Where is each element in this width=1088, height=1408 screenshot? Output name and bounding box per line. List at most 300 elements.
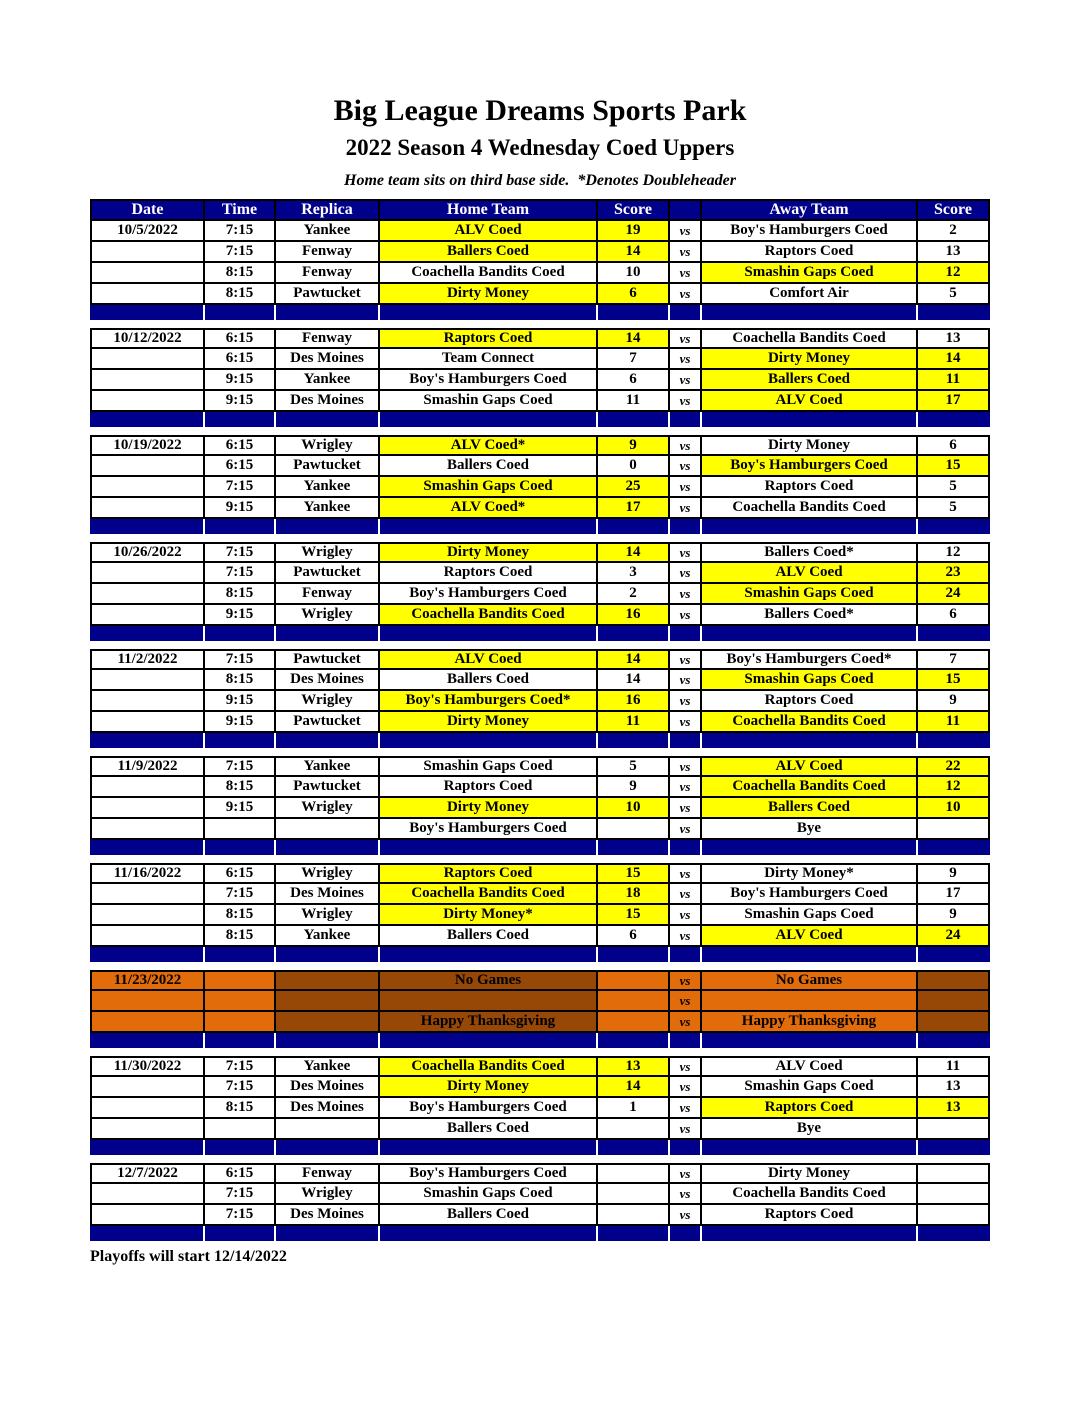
home-team-cell: Boy's Hamburgers Coed xyxy=(380,819,598,840)
home-team-cell: Dirty Money xyxy=(380,284,598,305)
home-score-cell: 15 xyxy=(598,863,670,884)
separator-cell xyxy=(598,305,670,320)
replica-cell: Wrigley xyxy=(276,542,380,563)
replica-cell xyxy=(276,819,380,840)
home-score-cell: 14 xyxy=(598,670,670,691)
date-cell xyxy=(90,884,205,905)
group-gap xyxy=(90,962,990,970)
separator-cell xyxy=(702,1140,918,1155)
vs-cell: vs xyxy=(670,970,702,991)
separator-cell xyxy=(90,519,205,534)
time-cell: 9:15 xyxy=(205,391,276,412)
home-score-cell: 11 xyxy=(598,712,670,733)
away-score-cell: 23 xyxy=(918,563,990,584)
vs-cell: vs xyxy=(670,798,702,819)
time-cell: 9:15 xyxy=(205,712,276,733)
separator-cell xyxy=(918,840,990,855)
home-team-cell: Dirty Money xyxy=(380,712,598,733)
vs-cell: vs xyxy=(670,712,702,733)
game-row xyxy=(90,777,990,798)
group-gap xyxy=(90,427,990,435)
time-cell: 7:15 xyxy=(205,756,276,777)
home-score-cell: 5 xyxy=(598,756,670,777)
separator-row xyxy=(90,1033,990,1048)
replica-cell: Des Moines xyxy=(276,670,380,691)
away-score-cell xyxy=(918,1012,990,1033)
replica-cell: Wrigley xyxy=(276,435,380,456)
separator-cell xyxy=(205,1140,276,1155)
away-team-cell: ALV Coed xyxy=(702,926,918,947)
away-team-cell: Smashin Gaps Coed xyxy=(702,584,918,605)
vs-cell: vs xyxy=(670,328,702,349)
game-row xyxy=(90,691,990,712)
away-team-cell: Boy's Hamburgers Coed xyxy=(702,221,918,242)
separator-cell xyxy=(702,305,918,320)
separator-cell xyxy=(90,626,205,641)
vs-cell: vs xyxy=(670,926,702,947)
header-cell-time: Time xyxy=(205,199,276,221)
away-team-cell: Dirty Money xyxy=(702,349,918,370)
separator-cell xyxy=(90,733,205,748)
date-cell xyxy=(90,819,205,840)
header-cell-away-score: Score xyxy=(918,199,990,221)
vs-cell: vs xyxy=(670,542,702,563)
replica-cell: Yankee xyxy=(276,370,380,391)
separator-cell xyxy=(380,519,598,534)
date-cell xyxy=(90,284,205,305)
away-team-cell: Smashin Gaps Coed xyxy=(702,263,918,284)
vs-cell: vs xyxy=(670,349,702,370)
separator-cell xyxy=(670,947,702,962)
separator-cell xyxy=(918,733,990,748)
vs-cell: vs xyxy=(670,284,702,305)
away-score-cell: 11 xyxy=(918,1056,990,1077)
time-cell: 6:15 xyxy=(205,456,276,477)
date-cell: 10/19/2022 xyxy=(90,435,205,456)
separator-row xyxy=(90,1226,990,1241)
away-score-cell: 17 xyxy=(918,884,990,905)
vs-cell: vs xyxy=(670,884,702,905)
game-row xyxy=(90,605,990,626)
home-team-cell: ALV Coed xyxy=(380,221,598,242)
away-team-cell: Smashin Gaps Coed xyxy=(702,670,918,691)
home-team-cell: Raptors Coed xyxy=(380,863,598,884)
date-cell: 11/2/2022 xyxy=(90,649,205,670)
time-cell: 6:15 xyxy=(205,328,276,349)
game-row xyxy=(90,284,990,305)
game-row xyxy=(90,884,990,905)
away-score-cell xyxy=(918,970,990,991)
date-cell xyxy=(90,477,205,498)
home-score-cell xyxy=(598,1012,670,1033)
vs-cell: vs xyxy=(670,1119,702,1140)
time-cell xyxy=(205,991,276,1012)
separator-cell xyxy=(918,519,990,534)
separator-cell xyxy=(918,1226,990,1241)
away-team-cell: Raptors Coed xyxy=(702,691,918,712)
time-cell: 7:15 xyxy=(205,1056,276,1077)
separator-cell xyxy=(702,947,918,962)
away-team-cell: Boy's Hamburgers Coed xyxy=(702,884,918,905)
game-row xyxy=(90,926,990,947)
home-score-cell: 14 xyxy=(598,242,670,263)
home-score-cell: 10 xyxy=(598,798,670,819)
separator-cell xyxy=(380,947,598,962)
away-team-cell: Raptors Coed xyxy=(702,1205,918,1226)
vs-cell: vs xyxy=(670,584,702,605)
home-team-cell: Smashin Gaps Coed xyxy=(380,1184,598,1205)
away-team-cell: Dirty Money xyxy=(702,435,918,456)
away-team-cell: Coachella Bandits Coed xyxy=(702,712,918,733)
no-games-row xyxy=(90,991,990,1012)
date-cell xyxy=(90,1184,205,1205)
home-team-cell: Dirty Money xyxy=(380,542,598,563)
game-row xyxy=(90,670,990,691)
away-team-cell: Coachella Bandits Coed xyxy=(702,498,918,519)
separator-cell xyxy=(702,412,918,427)
away-team-cell: Ballers Coed xyxy=(702,798,918,819)
away-team-cell: Comfort Air xyxy=(702,284,918,305)
away-team-cell: Raptors Coed xyxy=(702,242,918,263)
vs-cell: vs xyxy=(670,477,702,498)
game-row xyxy=(90,863,990,884)
date-cell: 12/7/2022 xyxy=(90,1163,205,1184)
separator-cell xyxy=(918,1033,990,1048)
home-team-cell: No Games xyxy=(380,970,598,991)
replica-cell: Yankee xyxy=(276,477,380,498)
separator-row xyxy=(90,733,990,748)
away-score-cell: 5 xyxy=(918,498,990,519)
date-cell xyxy=(90,242,205,263)
replica-cell: Fenway xyxy=(276,584,380,605)
date-cell xyxy=(90,991,205,1012)
away-team-cell: Coachella Bandits Coed xyxy=(702,777,918,798)
game-row xyxy=(90,542,990,563)
separator-cell xyxy=(702,626,918,641)
game-row xyxy=(90,1184,990,1205)
away-score-cell: 15 xyxy=(918,456,990,477)
replica-cell: Pawtucket xyxy=(276,777,380,798)
time-cell: 6:15 xyxy=(205,349,276,370)
away-team-cell: Smashin Gaps Coed xyxy=(702,905,918,926)
separator-cell xyxy=(380,305,598,320)
date-cell xyxy=(90,370,205,391)
away-score-cell xyxy=(918,1205,990,1226)
home-team-cell: Team Connect xyxy=(380,349,598,370)
home-team-cell: ALV Coed* xyxy=(380,435,598,456)
away-score-cell: 11 xyxy=(918,712,990,733)
replica-cell: Yankee xyxy=(276,221,380,242)
header-cell-home-score: Score xyxy=(598,199,670,221)
replica-cell: Yankee xyxy=(276,926,380,947)
date-cell xyxy=(90,1077,205,1098)
home-team-cell: Coachella Bandits Coed xyxy=(380,884,598,905)
date-cell: 10/26/2022 xyxy=(90,542,205,563)
away-score-cell xyxy=(918,1184,990,1205)
home-team-cell: Dirty Money xyxy=(380,1077,598,1098)
header-cell-away-team: Away Team xyxy=(702,199,918,221)
separator-cell xyxy=(380,626,598,641)
date-cell: 10/12/2022 xyxy=(90,328,205,349)
home-team-cell: Boy's Hamburgers Coed xyxy=(380,370,598,391)
away-score-cell: 13 xyxy=(918,328,990,349)
away-score-cell: 5 xyxy=(918,477,990,498)
replica-cell: Fenway xyxy=(276,328,380,349)
game-row xyxy=(90,819,990,840)
home-score-cell: 7 xyxy=(598,349,670,370)
away-team-cell: Coachella Bandits Coed xyxy=(702,1184,918,1205)
separator-cell xyxy=(380,412,598,427)
replica-cell: Yankee xyxy=(276,1056,380,1077)
separator-row xyxy=(90,305,990,320)
vs-cell: vs xyxy=(670,1056,702,1077)
separator-cell xyxy=(276,1140,380,1155)
date-cell xyxy=(90,1119,205,1140)
home-score-cell xyxy=(598,1205,670,1226)
date-cell: 11/23/2022 xyxy=(90,970,205,991)
date-cell xyxy=(90,1205,205,1226)
away-score-cell: 9 xyxy=(918,691,990,712)
separator-cell xyxy=(598,519,670,534)
time-cell: 8:15 xyxy=(205,1098,276,1119)
away-team-cell: Ballers Coed* xyxy=(702,605,918,626)
date-cell xyxy=(90,670,205,691)
away-team-cell: Bye xyxy=(702,819,918,840)
separator-cell xyxy=(90,412,205,427)
separator-cell xyxy=(276,305,380,320)
vs-cell: vs xyxy=(670,605,702,626)
home-team-cell: Coachella Bandits Coed xyxy=(380,605,598,626)
home-score-cell xyxy=(598,1184,670,1205)
time-cell: 7:15 xyxy=(205,649,276,670)
game-row xyxy=(90,1077,990,1098)
vs-cell: vs xyxy=(670,1163,702,1184)
schedule-table xyxy=(90,199,990,1241)
vs-cell: vs xyxy=(670,1012,702,1033)
away-score-cell: 9 xyxy=(918,905,990,926)
separator-cell xyxy=(276,1226,380,1241)
separator-cell xyxy=(670,1140,702,1155)
home-score-cell: 16 xyxy=(598,605,670,626)
replica-cell xyxy=(276,1119,380,1140)
vs-cell: vs xyxy=(670,263,702,284)
separator-cell xyxy=(670,840,702,855)
separator-row xyxy=(90,626,990,641)
home-team-cell: Ballers Coed xyxy=(380,456,598,477)
separator-cell xyxy=(702,1226,918,1241)
home-score-cell: 14 xyxy=(598,328,670,349)
vs-cell: vs xyxy=(670,391,702,412)
separator-row xyxy=(90,840,990,855)
home-score-cell: 9 xyxy=(598,777,670,798)
away-score-cell: 22 xyxy=(918,756,990,777)
time-cell: 9:15 xyxy=(205,498,276,519)
game-row xyxy=(90,798,990,819)
separator-cell xyxy=(205,412,276,427)
away-team-cell: Raptors Coed xyxy=(702,477,918,498)
separator-cell xyxy=(380,1033,598,1048)
separator-cell xyxy=(90,947,205,962)
separator-cell xyxy=(598,1226,670,1241)
time-cell xyxy=(205,970,276,991)
game-row xyxy=(90,242,990,263)
home-score-cell: 18 xyxy=(598,884,670,905)
replica-cell: Des Moines xyxy=(276,1098,380,1119)
home-score-cell: 9 xyxy=(598,435,670,456)
time-cell: 9:15 xyxy=(205,605,276,626)
away-score-cell xyxy=(918,1163,990,1184)
replica-cell: Wrigley xyxy=(276,905,380,926)
away-team-cell: Dirty Money* xyxy=(702,863,918,884)
away-score-cell: 5 xyxy=(918,284,990,305)
away-team-cell: Smashin Gaps Coed xyxy=(702,1077,918,1098)
away-score-cell xyxy=(918,819,990,840)
away-score-cell: 6 xyxy=(918,605,990,626)
separator-cell xyxy=(918,412,990,427)
header-cell-date: Date xyxy=(90,199,205,221)
schedule-note: Home team sits on third base side. *Denotes Doubleheader xyxy=(344,172,736,189)
home-score-cell: 11 xyxy=(598,391,670,412)
separator-cell xyxy=(380,1226,598,1241)
game-row xyxy=(90,1119,990,1140)
separator-cell xyxy=(918,626,990,641)
vs-cell: vs xyxy=(670,819,702,840)
home-score-cell: 6 xyxy=(598,370,670,391)
away-team-cell: Ballers Coed xyxy=(702,370,918,391)
separator-cell xyxy=(670,1226,702,1241)
date-cell xyxy=(90,391,205,412)
home-team-cell: Boy's Hamburgers Coed* xyxy=(380,691,598,712)
away-team-cell: Happy Thanksgiving xyxy=(702,1012,918,1033)
time-cell: 8:15 xyxy=(205,584,276,605)
separator-cell xyxy=(598,1033,670,1048)
replica-cell: Des Moines xyxy=(276,884,380,905)
date-cell xyxy=(90,584,205,605)
separator-cell xyxy=(205,840,276,855)
replica-cell xyxy=(276,991,380,1012)
separator-cell xyxy=(276,1033,380,1048)
game-row xyxy=(90,477,990,498)
away-team-cell: Dirty Money xyxy=(702,1163,918,1184)
replica-cell: Yankee xyxy=(276,498,380,519)
away-team-cell: Bye xyxy=(702,1119,918,1140)
away-score-cell: 14 xyxy=(918,349,990,370)
away-score-cell: 7 xyxy=(918,649,990,670)
group-gap xyxy=(90,855,990,863)
home-score-cell xyxy=(598,970,670,991)
separator-cell xyxy=(670,733,702,748)
home-score-cell: 0 xyxy=(598,456,670,477)
replica-cell: Wrigley xyxy=(276,605,380,626)
away-score-cell: 10 xyxy=(918,798,990,819)
home-score-cell xyxy=(598,1163,670,1184)
separator-cell xyxy=(598,412,670,427)
replica-cell: Wrigley xyxy=(276,1184,380,1205)
replica-cell: Fenway xyxy=(276,263,380,284)
home-team-cell: Ballers Coed xyxy=(380,242,598,263)
away-score-cell: 15 xyxy=(918,670,990,691)
vs-cell: vs xyxy=(670,991,702,1012)
separator-cell xyxy=(205,305,276,320)
date-cell: 11/9/2022 xyxy=(90,756,205,777)
header-cell-vs xyxy=(670,199,702,221)
away-team-cell: Ballers Coed* xyxy=(702,542,918,563)
separator-cell xyxy=(90,840,205,855)
away-score-cell: 6 xyxy=(918,435,990,456)
vs-cell: vs xyxy=(670,670,702,691)
separator-cell xyxy=(598,840,670,855)
separator-cell xyxy=(90,1140,205,1155)
home-team-cell: Ballers Coed xyxy=(380,1205,598,1226)
separator-cell xyxy=(276,733,380,748)
group-gap xyxy=(90,748,990,756)
home-score-cell: 14 xyxy=(598,542,670,563)
time-cell: 8:15 xyxy=(205,926,276,947)
away-team-cell: ALV Coed xyxy=(702,1056,918,1077)
separator-cell xyxy=(598,733,670,748)
date-cell xyxy=(90,456,205,477)
home-team-cell: Ballers Coed xyxy=(380,926,598,947)
vs-cell: vs xyxy=(670,498,702,519)
date-cell: 10/5/2022 xyxy=(90,221,205,242)
time-cell: 8:15 xyxy=(205,263,276,284)
game-row xyxy=(90,456,990,477)
game-row xyxy=(90,1056,990,1077)
home-score-cell: 14 xyxy=(598,649,670,670)
away-score-cell: 24 xyxy=(918,584,990,605)
replica-cell: Yankee xyxy=(276,756,380,777)
separator-cell xyxy=(205,733,276,748)
time-cell: 8:15 xyxy=(205,670,276,691)
home-score-cell: 3 xyxy=(598,563,670,584)
home-team-cell: Happy Thanksgiving xyxy=(380,1012,598,1033)
home-team-cell: Raptors Coed xyxy=(380,777,598,798)
separator-cell xyxy=(205,519,276,534)
separator-cell xyxy=(670,1033,702,1048)
date-cell xyxy=(90,712,205,733)
replica-cell: Pawtucket xyxy=(276,284,380,305)
group-gap xyxy=(90,534,990,542)
separator-cell xyxy=(598,947,670,962)
home-score-cell: 13 xyxy=(598,1056,670,1077)
date-cell: 11/30/2022 xyxy=(90,1056,205,1077)
away-score-cell xyxy=(918,1119,990,1140)
time-cell: 7:15 xyxy=(205,1077,276,1098)
page-title: Big League Dreams Sports Park xyxy=(333,94,747,127)
away-score-cell: 12 xyxy=(918,263,990,284)
replica-cell: Pawtucket xyxy=(276,649,380,670)
home-team-cell: Boy's Hamburgers Coed xyxy=(380,1163,598,1184)
replica-cell: Pawtucket xyxy=(276,563,380,584)
vs-cell: vs xyxy=(670,863,702,884)
game-row xyxy=(90,435,990,456)
date-cell xyxy=(90,798,205,819)
away-team-cell xyxy=(702,991,918,1012)
time-cell: 7:15 xyxy=(205,884,276,905)
game-row xyxy=(90,221,990,242)
away-score-cell: 24 xyxy=(918,926,990,947)
game-row xyxy=(90,649,990,670)
no-games-row xyxy=(90,1012,990,1033)
time-cell: 7:15 xyxy=(205,1184,276,1205)
vs-cell: vs xyxy=(670,649,702,670)
home-team-cell: Smashin Gaps Coed xyxy=(380,391,598,412)
home-score-cell: 25 xyxy=(598,477,670,498)
away-score-cell: 13 xyxy=(918,242,990,263)
away-score-cell: 13 xyxy=(918,1098,990,1119)
separator-cell xyxy=(380,733,598,748)
time-cell: 7:15 xyxy=(205,221,276,242)
